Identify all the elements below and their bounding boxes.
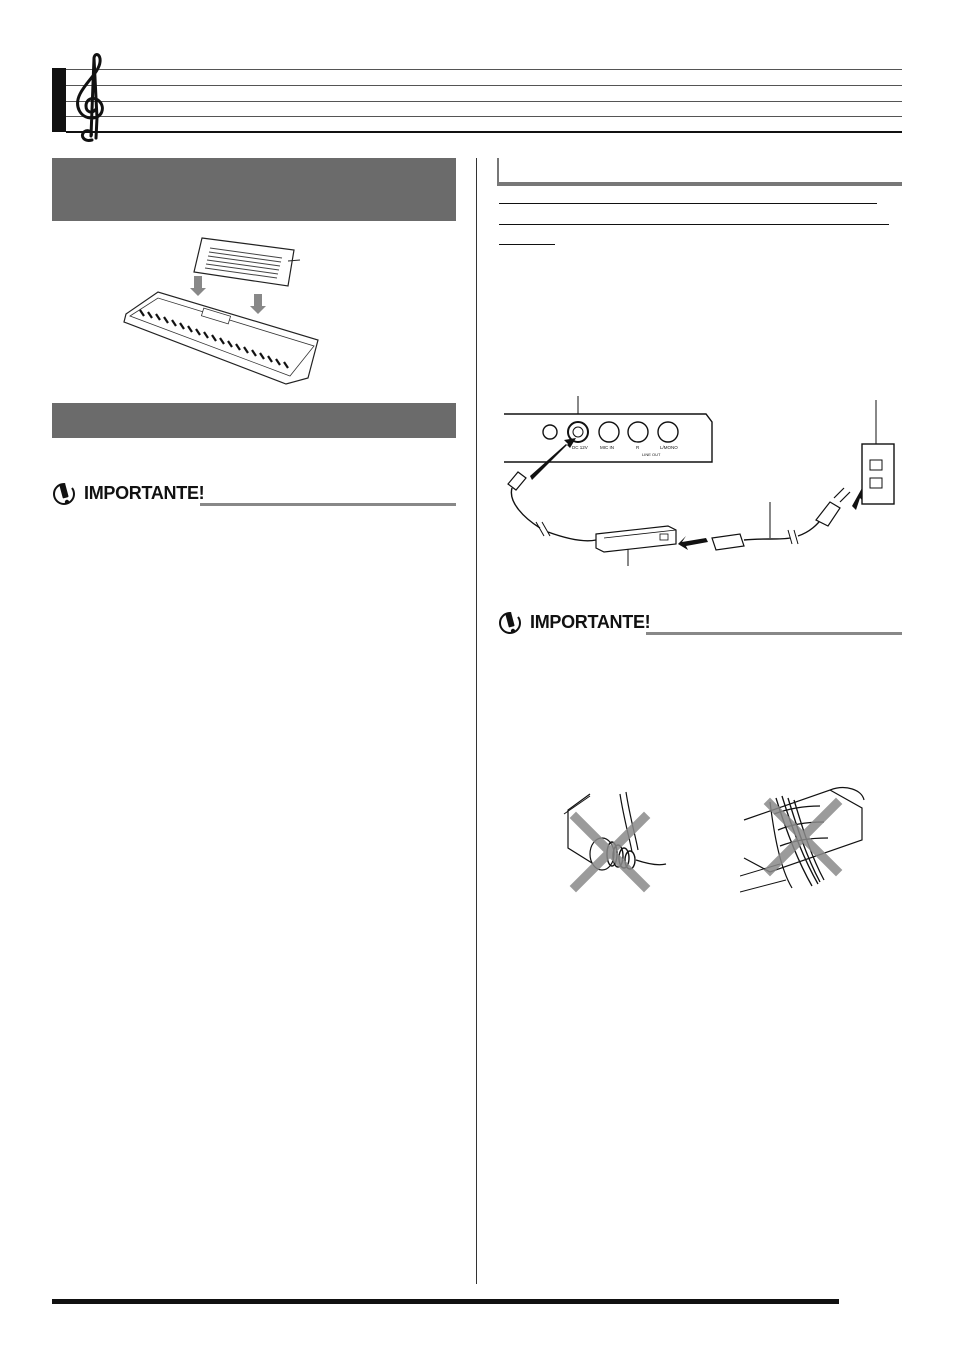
bent-cord-crossed-icon — [560, 790, 670, 896]
jack-label-dc: DC 12V — [572, 445, 588, 450]
header-side-bar — [52, 68, 66, 132]
text-underline-1 — [499, 203, 877, 204]
important-note-2 — [498, 610, 902, 636]
section-heading-bar-2 — [52, 403, 456, 438]
keyboard-with-music-stand-icon — [118, 236, 330, 386]
jack-label-lmono: L/MONO — [660, 445, 678, 450]
exclamation-pencil-icon — [498, 610, 522, 636]
jack-label-mic: MIC IN — [600, 445, 614, 450]
text-underline-2 — [499, 224, 889, 225]
important-rule — [200, 503, 456, 506]
treble-clef-icon — [68, 52, 112, 144]
staff-line-5 — [66, 131, 902, 133]
ac-adaptor-connection-icon — [500, 392, 902, 572]
staff-line-1 — [66, 69, 902, 70]
important-label: IMPORTANTE! — [84, 483, 205, 503]
important-rule — [646, 632, 902, 635]
important-note-1 — [52, 481, 456, 507]
text-underline-3 — [499, 244, 555, 245]
column-divider — [476, 158, 477, 1284]
jack-label-r: R — [636, 445, 640, 450]
important-label: IMPORTANTE! — [530, 612, 651, 632]
staff-line-3 — [66, 101, 902, 102]
footer-rule — [52, 1299, 839, 1304]
jack-label-lineout: LINE OUT — [642, 452, 661, 457]
wrapped-cord-crossed-icon — [740, 784, 870, 896]
exclamation-pencil-icon — [52, 481, 76, 507]
right-heading-rule — [497, 182, 902, 186]
section-heading-bar-1 — [52, 158, 456, 221]
staff-line-2 — [66, 85, 902, 86]
staff-line-4 — [66, 116, 902, 117]
